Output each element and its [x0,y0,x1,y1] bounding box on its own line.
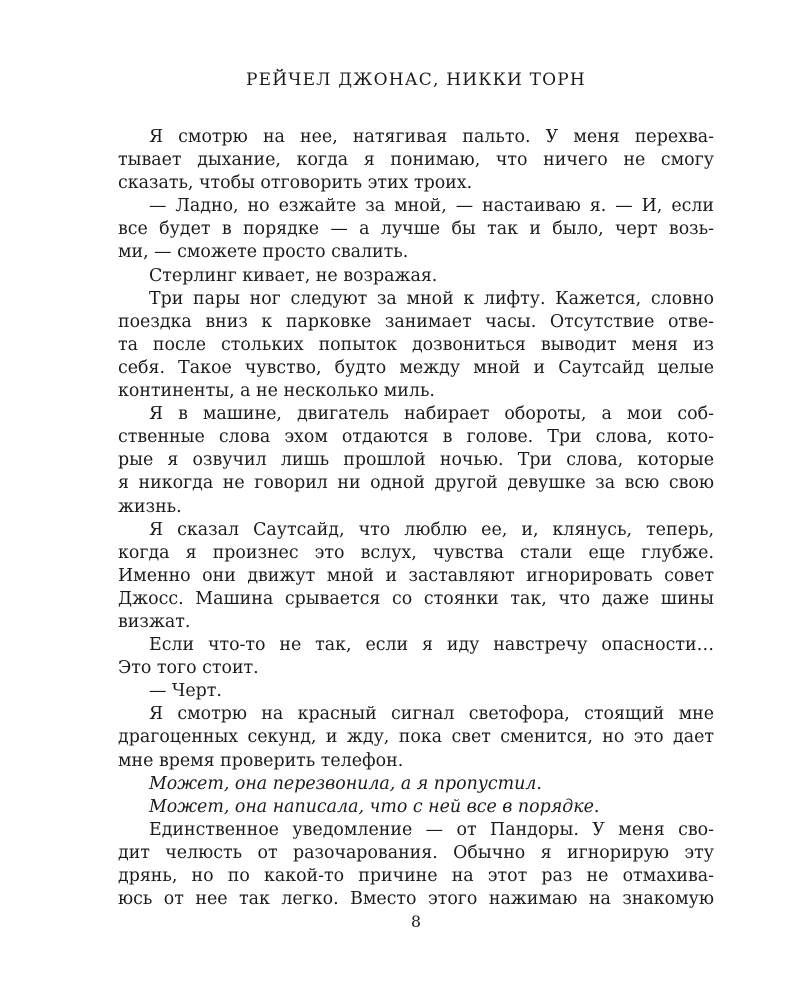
text-line: сказать, чтобы отговорить этих троих. [118,173,473,194]
text-line: рые я озвучил лишь прошлой ночью. Три слова, которые [118,450,714,471]
text-line: Джосс. Машина срывается со стоянки так, что даже шины [118,588,714,609]
text-line: — Ладно, но езжайте за мной, — настаиваю я. — И, если [149,196,714,217]
text-line: Стерлинг кивает, не возражая. [149,265,438,286]
text-line: Я смотрю на нее, натягивая пальто. У меня перехва- [149,127,714,147]
text-line: Я сказал Саутсайд, что люблю ее, и, клянусь, теперь, [149,519,714,540]
text-line: визжат. [118,611,191,632]
text-line: тывает дыхание, когда я понимаю, что ничего не смогу [118,150,714,171]
text-line: Это того стоит. [118,658,259,679]
text-line: континенты, а не несколько миль. [118,381,435,402]
text-line: Может, она написала, что с ней все в порядке. [149,796,600,817]
text-line: Может, она перезвонила, а я пропустил. [149,773,542,794]
text-line: я никогда не говорил ни одной другой девушке за всю свою [118,473,714,494]
text-line: — Черт. [149,681,222,702]
text-line: Именно они движут мной и заставляют игнорировать совет [118,565,714,586]
text-line: дрянь, но по какой-то причине на этот раз не отмахива- [118,866,714,886]
text-line: все будет в порядке — а лучше бы так и было, черт возь- [118,219,714,240]
text-line: Если что-то не так, если я иду навстречу опасности… [149,635,714,656]
text-line: Единственное уведомление — от Пандоры. У меня сво- [149,819,714,840]
text-line: дит челюсть от разочарования. Обычно я игнорирую эту [118,842,714,863]
running-head: РЕЙЧЕЛ ДЖОНАС, НИККИ ТОРН [246,70,586,90]
text-line: жизнь. [118,496,182,517]
text-line: Три пары ног следуют за мной к лифту. Кажется, словно [149,288,714,309]
text-line: драгоценных секунд, и жду, пока свет сменится, но это дает [118,727,714,748]
text-line: себя. Такое чувство, будто между мной и Саутсайд целые [118,357,714,378]
text-line: юсь от нее так легко. Вместо этого нажимаю на знакомую [118,889,714,910]
text-line: ми, — сможете просто свалить. [118,242,409,263]
book-page [118,0,714,1000]
text-line: ственные слова эхом отдаются в голове. Три слова, кото- [118,427,714,448]
text-line: Я в машине, двигатель набирает обороты, а мои соб- [149,404,714,425]
page-number: 8 [410,912,422,931]
text-line: та после стольких попыток дозвониться выводит меня из [118,334,714,355]
text-line: поездка вниз к парковке занимает часы. Отсутствие отве- [118,311,714,332]
text-line: мне время проверить телефон. [118,750,404,771]
text-line: Я смотрю на красный сигнал светофора, стоящий мне [149,704,714,725]
text-line: когда я произнес это вслух, чувства стали еще глубже. [118,542,714,563]
body-text [118,126,714,911]
